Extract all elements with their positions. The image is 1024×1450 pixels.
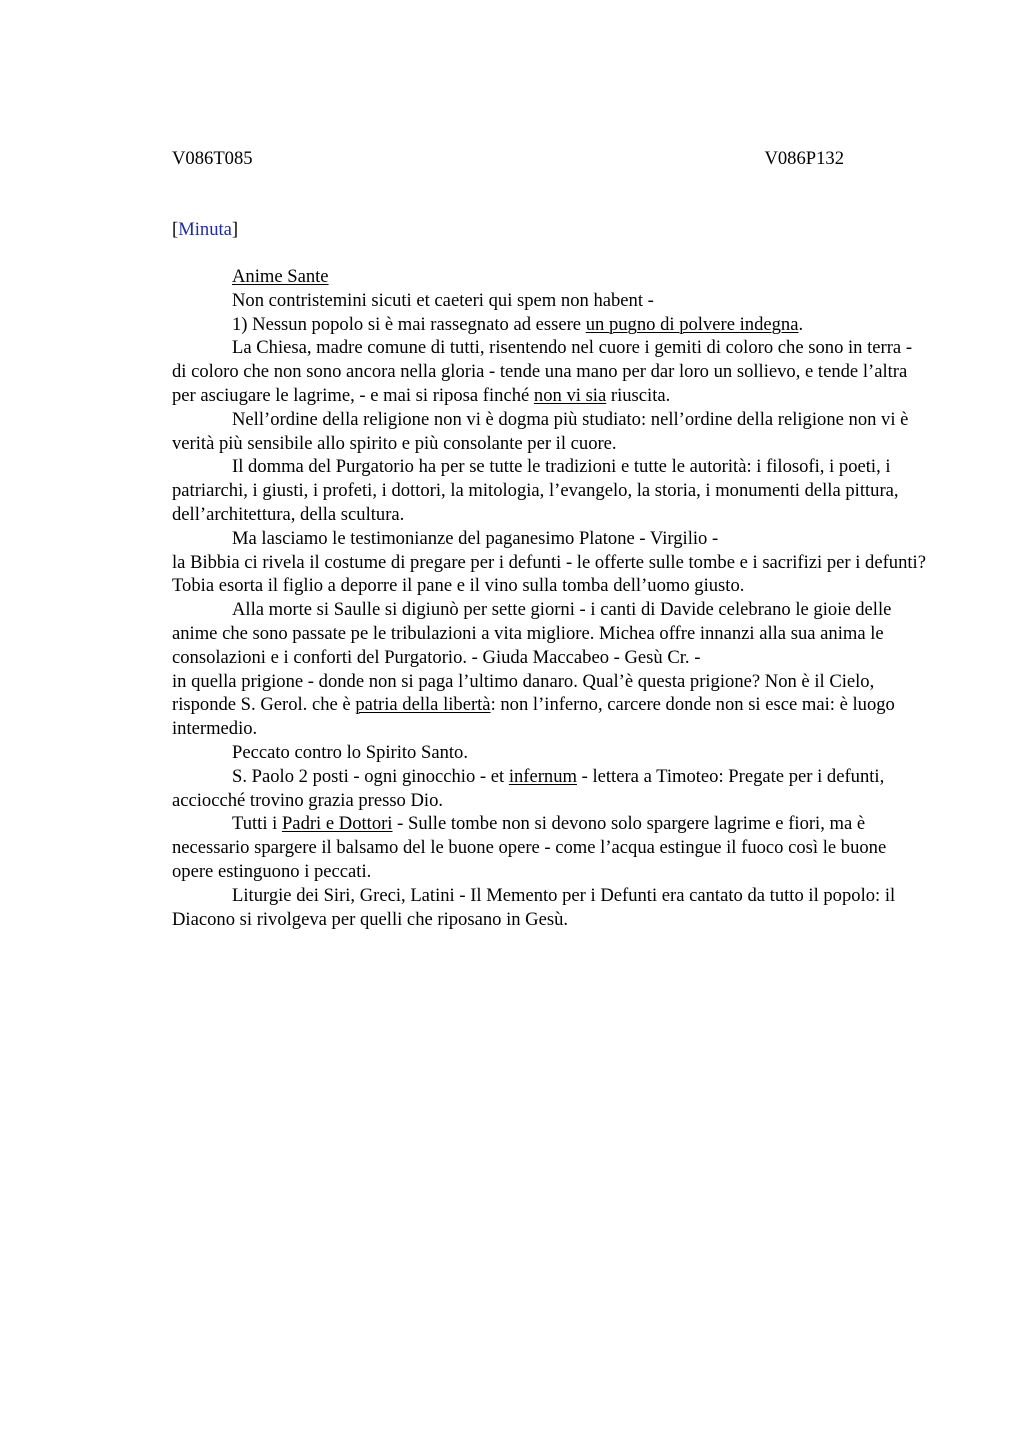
title-anime-sante: Anime Sante [232, 266, 329, 287]
paragraph: Liturgie dei Siri, Greci, Latini - Il Memento per i Defunti era cantato da tutto il popolo: il Diacono si rivolgeva per quelli che riposano in Gesù. [172, 884, 896, 930]
paragraph: la Bibbia ci rivela il costume di pregare per i defunti - le offerte sulle tombe e i sacrifizi per i defunti? Tobia esorta il figlio a deporre il pane e il vino sulla tomba dell’uomo giusto. [172, 551, 926, 597]
underlined-phrase: patria della libertà [355, 694, 491, 716]
underlined-phrase: infernum [508, 765, 577, 787]
underlined-phrase: Padri e Dottori [281, 813, 393, 835]
paragraph-text: - Sulle tombe non si devono solo spargere lagrime e fiori, ma è necessario spargere il balsamo del le buone opere - come l’acqua estingue il fuoco così le buone opere estinguono i peccati. [172, 813, 887, 882]
paragraph: Nell’ordine della religione non vi è dogma più studiato: nell’ordine della religione non vi è verità più sensibile allo spirito e più consolante per il cuore. [172, 408, 909, 454]
paragraph [172, 765, 928, 813]
page-header [172, 146, 844, 172]
paragraph-text: riuscita. [606, 384, 671, 406]
minuta-open-bracket: [ [172, 219, 179, 240]
document-code-right: V086P132 [764, 148, 844, 169]
paragraph-text: La Chiesa, madre comune di tutti, risentendo nel cuore i gemiti di coloro che sono in terra - di coloro che non sono ancora nella gloria - tende una mano per dar loro un sollievo, e tende l’altra per asciugare le lagrime, - e mai si riposa finché [172, 337, 913, 406]
minuta-link[interactable]: Minuta [178, 219, 232, 240]
paragraph [172, 313, 928, 337]
paragraph-text: . [798, 313, 804, 335]
paragraph: Non contristemini sicuti et caeteri qui spem non habent - [232, 289, 654, 311]
minuta-close-bracket: ] [231, 219, 239, 240]
document-code-left: V086T085 [172, 148, 253, 169]
document-body [172, 265, 928, 931]
paragraph-text: in quella prigione - donde non si paga l’ultimo danaro. Qual’è questa prigione? Non è il Cielo, risponde S. Gerol. che è [172, 670, 875, 716]
paragraph [172, 812, 928, 883]
paragraph: Alla morte si Saulle si digiunò per sette giorni - i canti di Davide celebrano le gioie delle anime che sono passate pe le tribulazioni a vita migliore. Michea offre innanzi alla sua anima le consolazioni e i conforti del Purgatorio. - Giuda Maccabeo - Gesù Cr. - [172, 599, 892, 668]
paragraph-text: S. Paolo 2 posti - ogni ginocchio - et [232, 765, 509, 787]
underlined-phrase: non vi sia [533, 384, 607, 406]
paragraph-text: : non l’inferno, carcere donde non si esce mai: è luogo intermedio. [172, 694, 895, 740]
paragraph: Il domma del Purgatorio ha per se tutte le tradizioni e tutte le autorità: i filosofi, i poeti, i patriarchi, i giusti, i profeti, i dottori, la mitologia, l’evangelo, la storia, i monumenti della pittura, dell’architettura, della scultura. [172, 456, 899, 525]
minuta-label [172, 217, 238, 243]
paragraph-text: 1) Nessun popolo si è mai rassegnato ad essere [232, 313, 586, 335]
paragraph [172, 336, 928, 407]
underlined-phrase: un pugno di polvere indegna [585, 313, 799, 335]
paragraph-title [172, 265, 928, 289]
paragraph-text: - lettera a Timoteo: Pregate per i defunti, acciocché trovino grazia presso Dio. [172, 765, 885, 811]
paragraph [172, 670, 928, 741]
paragraph: Ma lasciamo le testimonianze del paganesimo Platone - Virgilio - [232, 527, 719, 549]
paragraph: Peccato contro lo Spirito Santo. [232, 741, 468, 763]
paragraph-text: Tutti i [232, 813, 282, 835]
